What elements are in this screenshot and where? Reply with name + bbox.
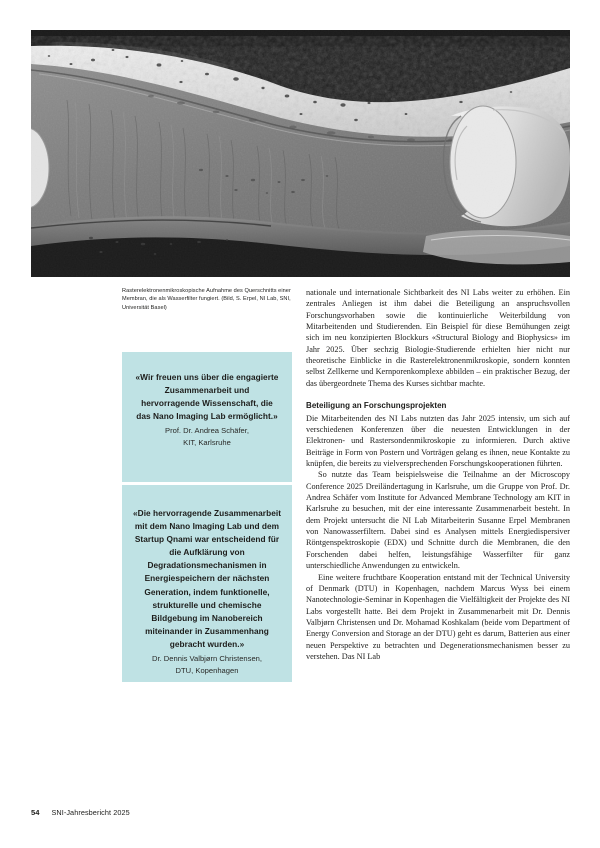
figure-caption: Rasterelektronenmikroskopische Aufnahme des Querschnitts einer Membran, die als Wasserfilter fungiert. (Bild, S. Erpel, NI Lab, SNI, Universität Basel) <box>122 288 291 311</box>
section-heading: Beteiligung an Forschungsprojekten <box>306 401 447 411</box>
pull-quote-2 <box>122 485 292 682</box>
page-number: 54 <box>31 808 40 817</box>
pull-quote-2-text: «Die hervorragende Zusammenarbeit mit dem Nano Imaging Lab und dem Startup Qnami war entscheidend für die Aufklärung von Degradationsmechanismen in Energiespeichern der nächsten Generation, indem funktionelle, strukturelle und chemische Bildgebung im Nanobereich miteinander in Zusammenhang gebracht wurden.» <box>133 508 281 649</box>
pull-quote-1-text: «Wir freuen uns über die engagierte Zusammenarbeit und hervorragende Wissenschaft, die das Nano Imaging Lab ermöglicht.» <box>135 372 279 422</box>
sem-cross-section-membrane-image <box>31 30 570 277</box>
sem-image-graphic <box>31 30 570 277</box>
pull-quote-2-affiliation: DTU, Kopenhagen <box>175 665 239 675</box>
pull-quote-1-affiliation: KIT, Karlsruhe <box>183 437 231 447</box>
footer-publication-title: SNI-Jahresbericht 2025 <box>51 808 130 817</box>
paragraph-continued: nationale und internationale Sichtbarkeit des NI Labs weiter zu erhöhen. Ein zentrales Anliegen ist ihm dabei die Beteiligung an anspruchsvollen Forschungsvorhaben sowie die kontinuierliche Weiterbildung von Mitarbeitenden und Studierenden. Ein Beispiel für diese Bemühungen zeigt sich im neu konzipierten Blockkurs «Structural Biology and Biophysics» im Jahr 2025. Über sechzig Biologie-Studierende erhielten hier nicht nur theoretische Einblicke in die Rasterelektronenmikroskopie, sondern konnten selbst Zellkerne und Kernporenkomplexe abbilden – ein praktischer Bezug, der das übergeordnete Thema des Kurses sichtbar machte. <box>306 288 570 388</box>
paragraph-3: Eine weitere fruchtbare Kooperation entstand mit der Technical University of Denmark (DTU) in Kopenhagen, nachdem Marcus Wyss bei einem Nanotechnologie-Seminar in Kopenhagen die Vielfältigkeit der Projekte des NI Labs vorgestellt hatte. Bei dem Projekt in Zusammenarbeit mit Dr. Dennis Valbjørn Christensen und Dr. Mohamad Koshkalam (beide vom Department of Energy Conversion and Storage an der DTU) geht es darum, Batterien aus einer neuen Perspektive zu betrachten und Degenerationsmechanismen besser zu verstehen. Das NI Lab <box>306 572 570 661</box>
pull-quote-2-author: Dr. Dennis Valbjørn Christensen, <box>151 654 262 664</box>
pull-quote-1-author: Prof. Dr. Andrea Schäfer, <box>165 426 249 436</box>
paragraph-2: So nutzte das Team beispielsweise die Teilnahme an der Microscopy Conference 2025 Dreiländertagung in Karlsruhe, um die Gruppe von Prof. Dr. Andrea Schäfer vom Institute for Advanced Membrane Technology am KIT in Karlsruhe zu besuchen, mit der eine interessante Zusammenarbeit besteht. In dem Projekt untersucht die NI Lab Mitarbeiterin Susanne Erpel Membranen von Nanowasserfiltern. Dabei sind es Analysen mittels Energiedispersiver Röntgenspektroskopie (EDX) und Schnitte durch die Membranen, die den Forschenden dabei helfen, leistungsfähige Wasserfilter für ganz unterschiedliche Anwendungen zu entwickeln. <box>306 470 570 571</box>
body-text-column <box>306 287 570 662</box>
page-footer <box>31 808 130 817</box>
pull-quote-1-attribution <box>135 425 279 448</box>
pull-quote-2-attribution <box>133 653 281 676</box>
pull-quote-1 <box>122 352 292 482</box>
paragraph-1: Die Mitarbeitenden des NI Labs nutzten das Jahr 2025 intensiv, um sich auf verschiedenen Konferenzen über die neuesten Entwicklungen in der Elektronen- und Rastersondenmikroskopie zu informieren. Durch aktive Beiträge in Form von Postern und Vorträgen gelang es ihnen, neue Kontakte zu knüpfen, die bereits zu vielversprechenden Forschungskooperationen führten. <box>306 413 570 469</box>
